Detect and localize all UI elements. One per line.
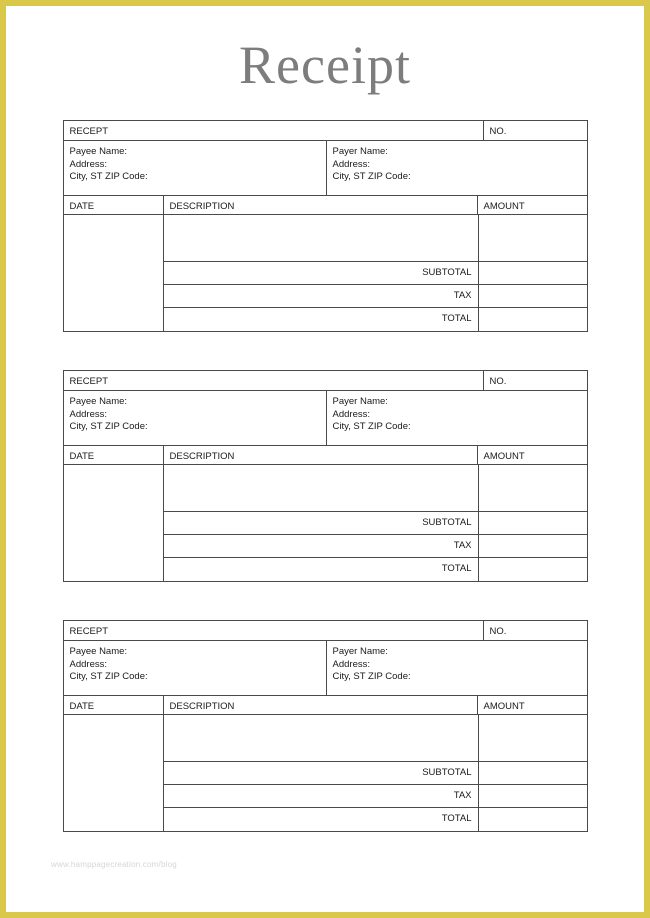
receipt-header-row <box>64 621 587 641</box>
subtotal-amount-cell[interactable] <box>478 262 587 285</box>
column-header-row <box>64 196 587 215</box>
column-header-date: DATE <box>64 696 164 715</box>
receipt-list <box>7 120 643 832</box>
total-label: TOTAL <box>441 312 472 324</box>
payer-city-label: City, ST ZIP Code: <box>332 671 411 683</box>
column-header-description: DESCRIPTION <box>164 196 478 215</box>
payee-name-label: Payee Name: <box>69 645 128 657</box>
receipt-body <box>64 715 587 831</box>
payee-address-label: Address: <box>69 408 107 420</box>
payer-name-label: Payer Name: <box>332 145 388 157</box>
date-entry-cell[interactable] <box>64 465 164 581</box>
column-header-row <box>64 696 587 715</box>
line-item-amount-cell[interactable] <box>478 715 587 762</box>
payee-block[interactable] <box>64 391 327 446</box>
parties-row <box>64 391 587 446</box>
receipt-body <box>64 465 587 581</box>
receipt-header-row <box>64 121 587 141</box>
receipt-block-3 <box>63 620 588 832</box>
receipt-body <box>64 215 587 331</box>
column-header-row <box>64 446 587 465</box>
description-column <box>164 215 478 331</box>
amount-column <box>478 465 587 581</box>
page-content <box>6 6 644 912</box>
column-header-amount: AMOUNT <box>478 446 587 465</box>
column-header-date: DATE <box>64 196 164 215</box>
page-title: Receipt <box>239 35 411 95</box>
tax-amount-cell[interactable] <box>478 785 587 808</box>
payer-block[interactable] <box>327 641 587 696</box>
tax-amount-cell[interactable] <box>478 535 587 558</box>
parties-row <box>64 141 587 196</box>
column-header-amount: AMOUNT <box>478 696 587 715</box>
line-item-description-cell[interactable] <box>164 715 478 762</box>
subtotal-label: SUBTOTAL <box>164 262 478 285</box>
date-entry-cell[interactable] <box>64 215 164 331</box>
payee-block[interactable] <box>64 641 327 696</box>
payee-block[interactable] <box>64 141 327 196</box>
column-header-date: DATE <box>64 446 164 465</box>
receipt-title-label: RECEPT <box>64 621 484 641</box>
payer-block[interactable] <box>327 141 587 196</box>
payer-name-label: Payer Name: <box>332 645 388 657</box>
line-item-description-cell[interactable] <box>164 465 478 512</box>
total-amount-cell[interactable] <box>478 308 587 331</box>
payer-city-label: City, ST ZIP Code: <box>332 171 411 183</box>
payer-address-label: Address: <box>332 658 370 670</box>
payer-address-label: Address: <box>332 408 370 420</box>
line-item-description-cell[interactable] <box>164 215 478 262</box>
payee-address-label: Address: <box>69 658 107 670</box>
receipt-block-1 <box>63 120 588 332</box>
tax-amount-cell[interactable] <box>478 285 587 308</box>
total-label: TOTAL <box>441 562 472 574</box>
payer-block[interactable] <box>327 391 587 446</box>
amount-column <box>478 715 587 831</box>
tax-label: TAX <box>164 285 478 308</box>
subtotal-label: SUBTOTAL <box>164 512 478 535</box>
payer-city-label: City, ST ZIP Code: <box>332 421 411 433</box>
receipt-number-label[interactable]: NO. <box>484 621 587 641</box>
payee-name-label: Payee Name: <box>69 395 128 407</box>
receipt-number-label[interactable]: NO. <box>484 121 587 141</box>
parties-row <box>64 641 587 696</box>
description-column <box>164 715 478 831</box>
payee-city-label: City, ST ZIP Code: <box>69 671 148 683</box>
tax-label: TAX <box>164 535 478 558</box>
payee-name-label: Payee Name: <box>69 145 128 157</box>
subtotal-amount-cell[interactable] <box>478 762 587 785</box>
payee-city-label: City, ST ZIP Code: <box>69 171 148 183</box>
receipt-title-label: RECEPT <box>64 121 484 141</box>
receipt-number-label[interactable]: NO. <box>484 371 587 391</box>
tax-label: TAX <box>164 785 478 808</box>
amount-column <box>478 215 587 331</box>
total-amount-cell[interactable] <box>478 808 587 831</box>
subtotal-label: SUBTOTAL <box>164 762 478 785</box>
watermark-text: www.hamppagecreation.com/blog <box>51 860 177 869</box>
payer-name-label: Payer Name: <box>332 395 388 407</box>
line-item-amount-cell[interactable] <box>478 465 587 512</box>
line-item-amount-cell[interactable] <box>478 215 587 262</box>
receipt-title-label: RECEPT <box>64 371 484 391</box>
subtotal-amount-cell[interactable] <box>478 512 587 535</box>
total-label: TOTAL <box>441 812 472 824</box>
column-header-description: DESCRIPTION <box>164 446 478 465</box>
receipt-header-row <box>64 371 587 391</box>
payer-address-label: Address: <box>332 158 370 170</box>
column-header-amount: AMOUNT <box>478 196 587 215</box>
date-entry-cell[interactable] <box>64 715 164 831</box>
payee-address-label: Address: <box>69 158 107 170</box>
column-header-description: DESCRIPTION <box>164 696 478 715</box>
receipt-block-2 <box>63 370 588 582</box>
total-amount-cell[interactable] <box>478 558 587 581</box>
description-column <box>164 465 478 581</box>
payee-city-label: City, ST ZIP Code: <box>69 421 148 433</box>
